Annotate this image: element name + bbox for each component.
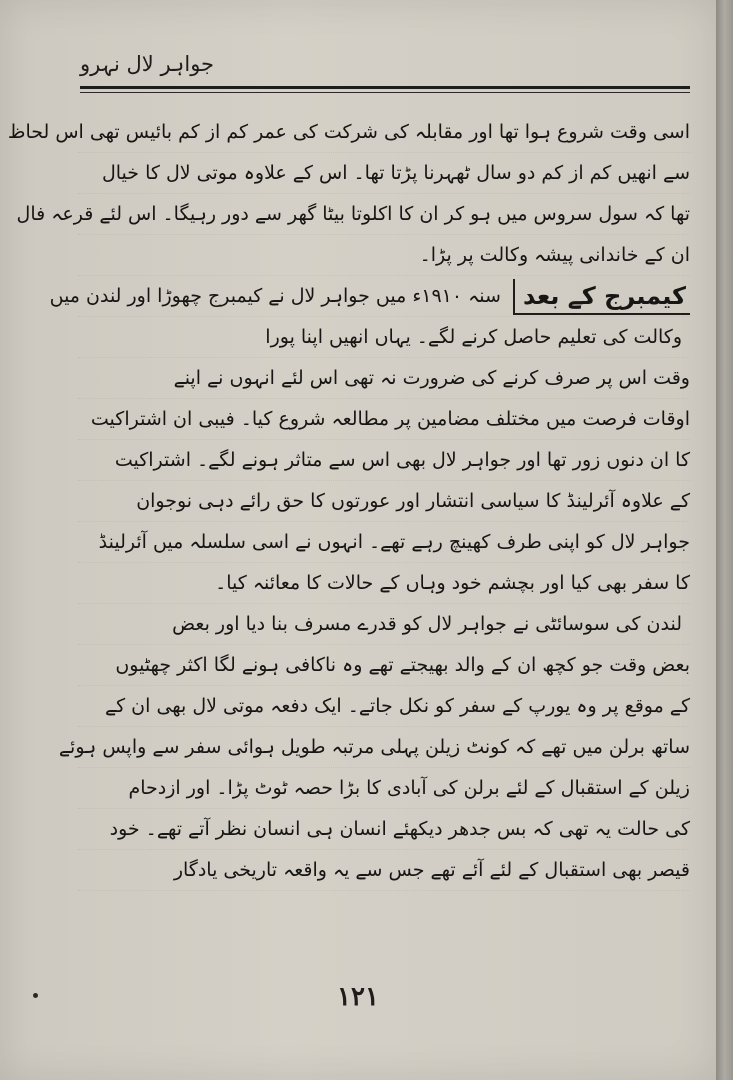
text-line: اوقات فرصت میں مختلف مضامین پر مطالعہ شروع کیا۔ فیبی ان اشتراکیت [78,399,690,440]
text-line: کے علاوہ آئرلینڈ کا سیاسی انتشار اور عورتوں کا حق رائے دہی نوجوان [78,481,690,522]
running-head: جواہر لال نہرو [80,52,215,76]
book-spine-edge [716,0,733,1080]
header-rule-thin [80,92,690,93]
text-line: بعض وقت جو کچھ ان کے والد بھیجتے تھے وہ ناکافی ہونے لگا اکثر چھٹیوں [78,645,690,686]
text-line: سے انھیں کم از کم دو سال ٹھہرنا پڑتا تھا۔ اس کے علاوہ موتی لال کا خیال [78,153,690,194]
text-line: وقت اس پر صرف کرنے کی ضرورت نہ تھی اس لئے انہوں نے اپنے [78,358,690,399]
text-line-with-heading [49,276,690,317]
text-line: کے موقع پر وہ یورپ کے سفر کو نکل جاتے۔ ایک دفعہ موتی لال بھی ان کے [78,686,690,727]
text-line: وکالت کی تعلیم حاصل کرنے لگے۔ یہاں انھیں اپنا پورا [78,317,690,358]
body-text [7,112,690,891]
text-line: کی حالت یہ تھی کہ بس جدھر دیکھئے انسان ہی انسان نظر آتے تھے۔ خود [78,809,690,850]
text-line: کا ان دنوں زور تھا اور جواہر لال بھی اس سے متاثر ہونے لگے۔ اشتراکیت [78,440,690,481]
header-rule-thick [80,86,690,89]
text-line: سنہ ۱۹۱۰ء میں جواہر لال نے کیمبرج چھوڑا اور لندن میں [49,285,501,307]
text-line: ان کے خاندانی پیشہ وکالت پر پڑا۔ [78,235,690,276]
text-line: جواہر لال کو اپنی طرف کھینچ رہے تھے۔ انہوں نے اسی سلسلہ میں آئرلینڈ [78,522,690,563]
text-line: کا سفر بھی کیا اور بچشم خود وہاں کے حالات کا معائنہ کیا۔ [78,563,690,604]
text-line: لندن کی سوسائٹی نے جواہر لال کو قدرے مسرف بنا دیا اور بعض [78,604,690,645]
page-header [80,52,690,92]
text-line: اسی وقت شروع ہوا تھا اور مقابلہ کی شرکت کی عمر کم از کم بائیس تھی اس لحاظ [78,112,690,153]
text-line: تھا کہ سول سروس میں ہو کر ان کا اکلوتا بیٹا گھر سے دور رہیگا۔ اس لئے قرعہ فال [78,194,690,235]
text-line: ساتھ برلن میں تھے کہ کونٹ زیلن پہلی مرتبہ طویل ہوائی سفر سے واپس ہوئے [78,727,690,768]
side-heading: کیمبرج کے بعد [513,279,690,315]
text-line: قیصر بھی استقبال کے لئے آئے تھے جس سے یہ واقعہ تاریخی یادگار [78,850,690,891]
page-number: ۱۲۱ [337,982,379,1012]
text-line: زیلن کے استقبال کے لئے برلن کی آبادی کا بڑا حصہ ٹوٹ پڑا۔ اور ازدحام [78,768,690,809]
